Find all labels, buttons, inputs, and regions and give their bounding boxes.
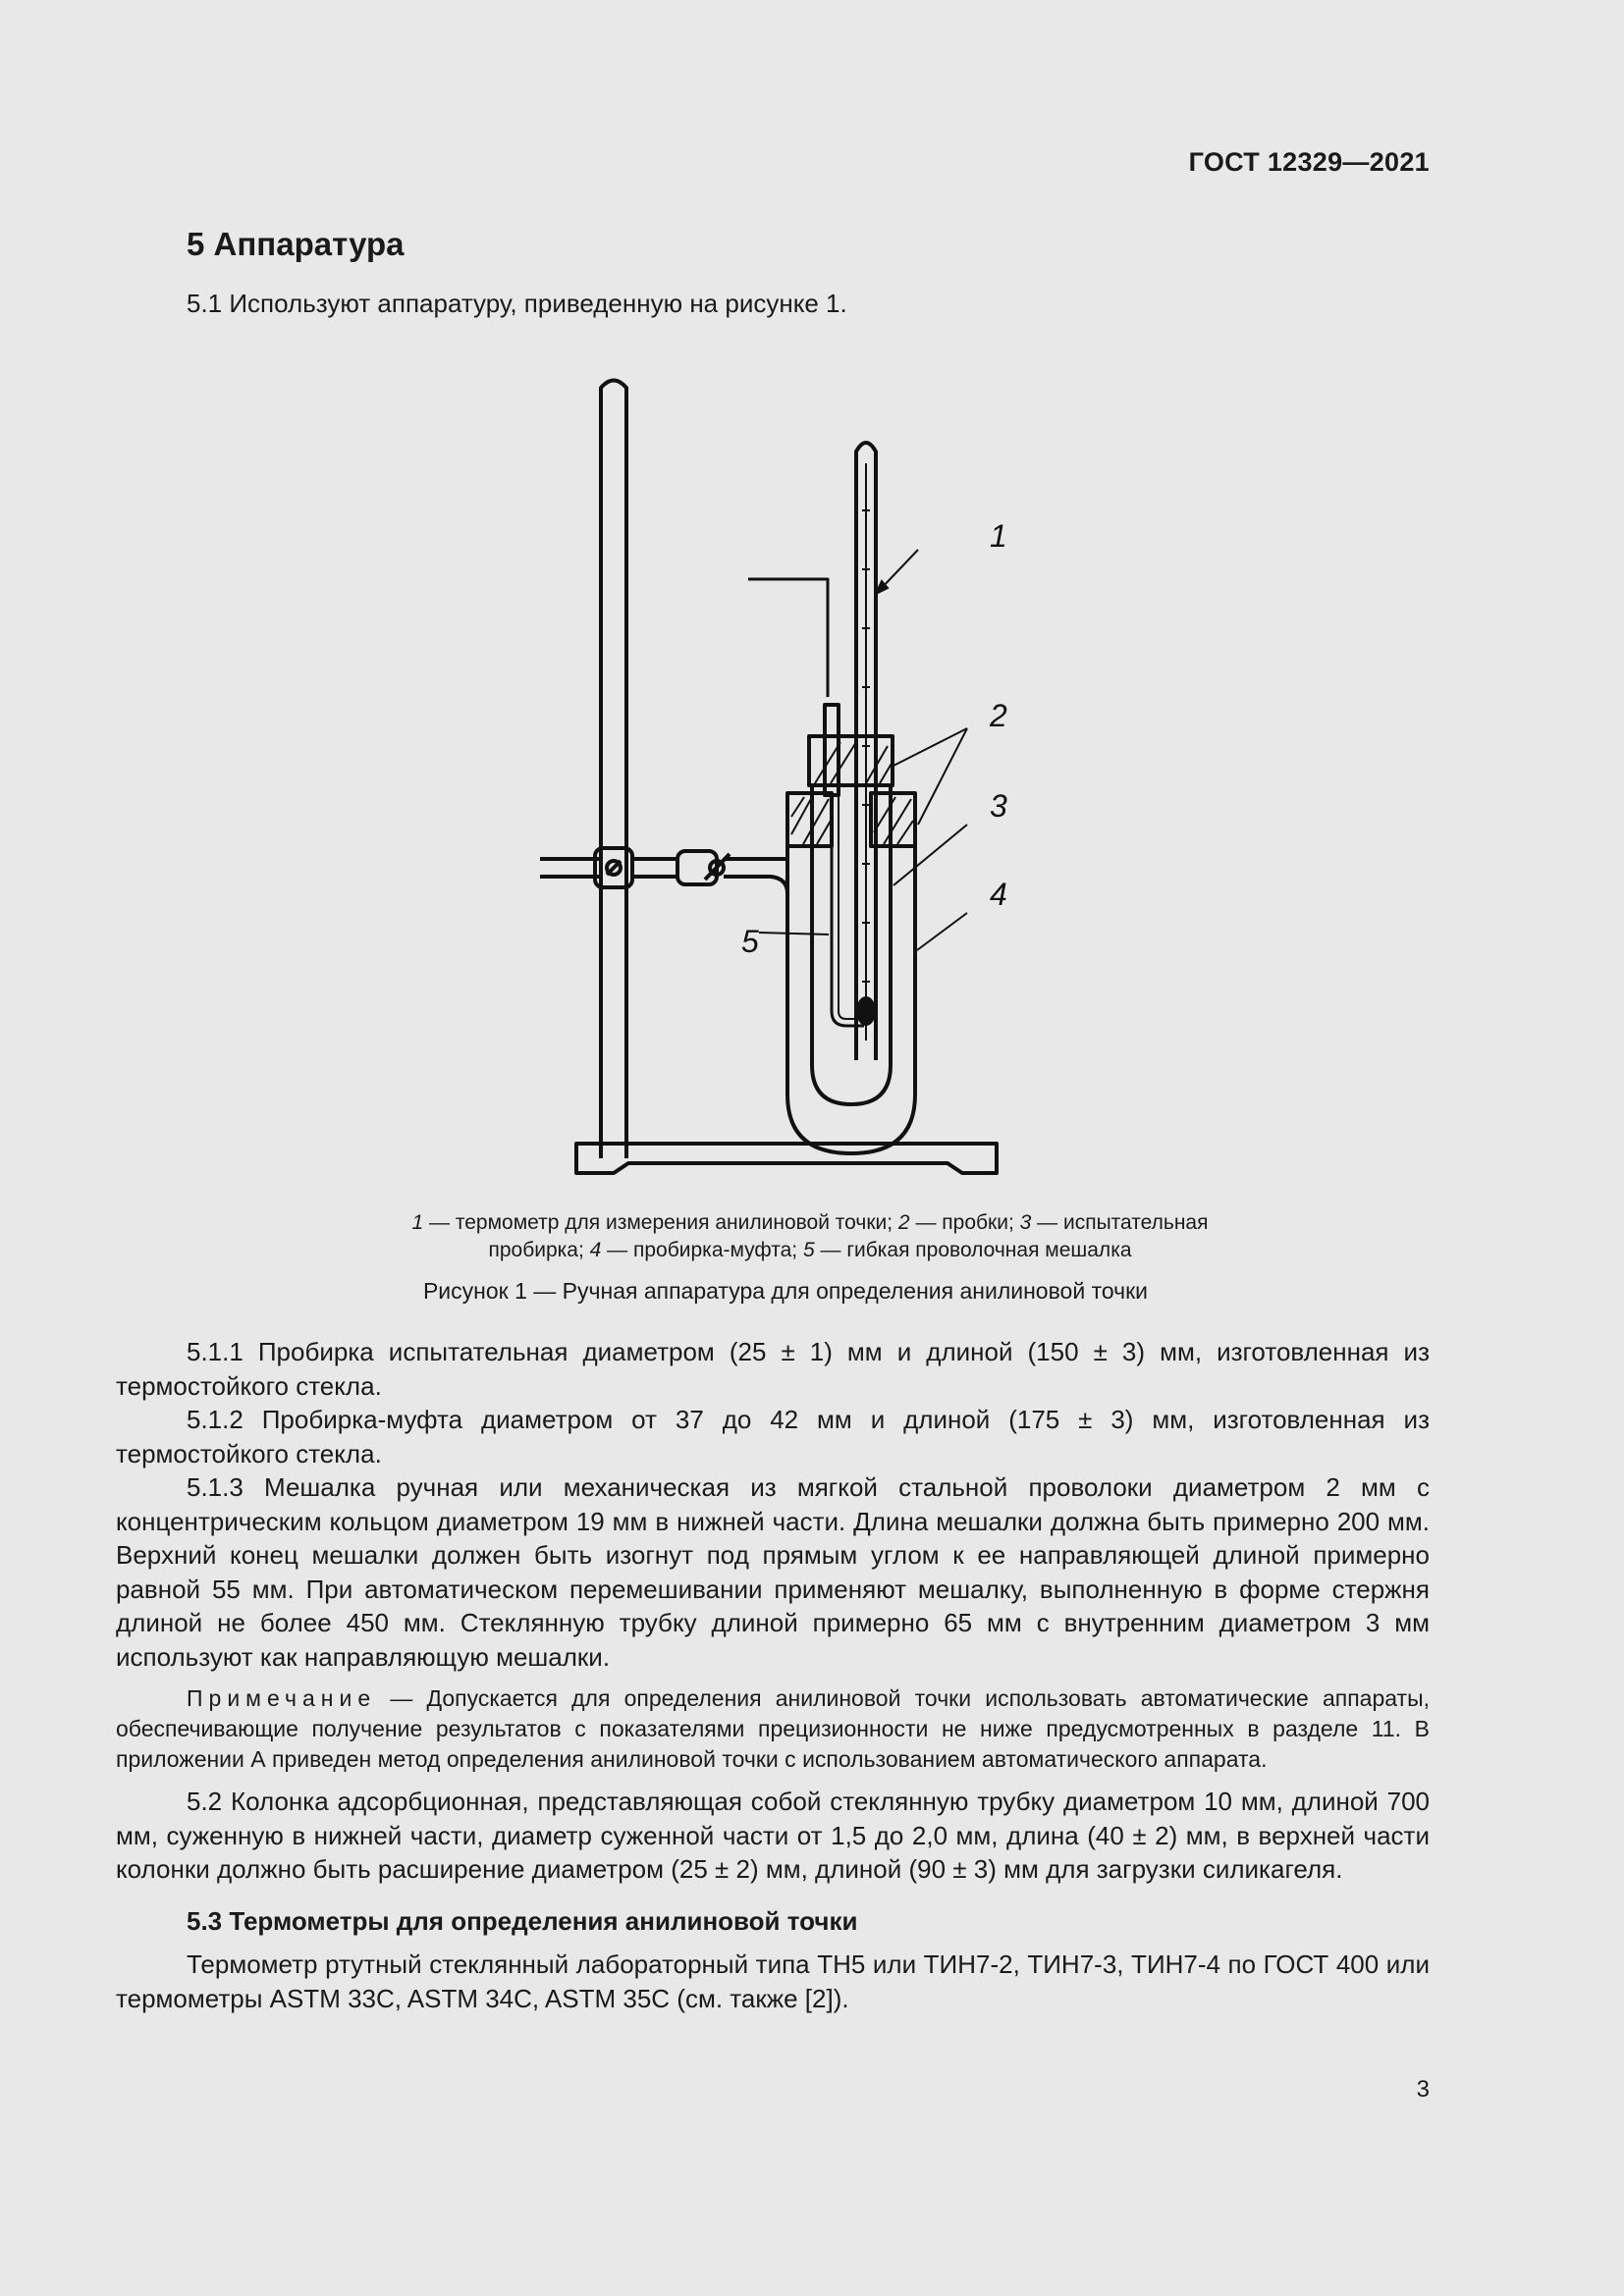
stirrer-wire [748, 579, 828, 697]
intro-paragraph: 5.1 Используют аппаратуру, приведенную на рисунке 1. [187, 289, 847, 318]
jacket-tube [787, 846, 915, 1153]
section-title: 5 Аппаратура [187, 226, 405, 262]
figure-caption: Рисунок 1 — Ручная аппаратура для определения анилиновой точки [422, 1278, 1149, 1304]
apparatus-figure [530, 373, 1021, 1178]
callout-5: 5 [741, 924, 759, 959]
body-text [116, 1335, 1430, 2015]
note: Примечание — Допускается для определения анилиновой точки использовать автоматические аппараты, обеспечивающие получение результатов с показателями прецизионности не ниже предусмотренных в разделе 11. В приложении А приведен метод определения анилиновой точки с использованием автоматического аппарата. [116, 1685, 1430, 1772]
paragraph-5-1-1: 5.1.1 Пробирка испытательная диаметром (25 ± 1) мм и длиной (150 ± 3) мм, изготовленная из термостойкого стекла. [116, 1337, 1430, 1401]
legend-line-1: 1 — термометр для измерения анилиновой точки; 2 — пробки; 3 — испытательная [411, 1211, 1209, 1234]
figure-legend [275, 1209, 1345, 1265]
standard-code-header: ГОСТ 12329—2021 [1188, 147, 1430, 177]
page-number: 3 [1416, 2076, 1430, 2103]
callout-1: 1 [990, 518, 1007, 554]
paragraph-5-3: Термометр ртутный стеклянный лабораторный типа ТН5 или ТИН7-2, ТИН7-3, ТИН7-4 по ГОСТ 400 или термометры ASTM 33C, ASTM 34C, ASTM 35C (см. также [2]). [116, 1949, 1430, 2013]
paragraph-5-1-2: 5.1.2 Пробирка-муфта диаметром от 37 до 42 мм и длиной (175 ± 3) мм, изготовленная из термостойкого стекла. [116, 1405, 1430, 1468]
stand-rod [601, 381, 626, 1159]
callout-2: 2 [990, 698, 1007, 733]
paragraph-5-2: 5.2 Колонка адсорбционная, представляющая собой стеклянную трубку диаметром 10 мм, длиной 700 мм, суженную в нижней части, диаметр суженной части от 1,5 до 2,0 мм, длина (40 ± 2) мм, в верхней части колонки должно быть расширение диаметром (25 ± 2) мм, длиной (90 ± 3) мм для загрузки силикагеля. [116, 1787, 1430, 1884]
subheading-5-3: 5.3 Термометры для определения анилиновой точки [187, 1905, 858, 1936]
callout-3: 3 [990, 788, 1007, 824]
thermometer-bulb [856, 996, 876, 1026]
legend-line-2: пробирка; 4 — пробирка-муфта; 5 — гибкая проволочная мешалка [488, 1239, 1132, 1262]
callout-4: 4 [990, 877, 1007, 912]
stand-base [576, 1144, 997, 1173]
paragraph-5-1-3: 5.1.3 Мешалка ручная или механическая из мягкой стальной проволоки диаметром 2 мм с концентрическим кольцом диаметром 19 мм в нижней части. Длина мешалки должна быть примерно 200 мм. Верхний конец мешалки должен быть изогнут под прямым углом к ее направляющей длиной примерно равной 55 мм. При автоматическом перемешивании применяют мешалку, выполненную в форме стержня длиной не более 450 мм. Стеклянную трубку длиной примерно 65 мм с внутренним диаметром 3 мм используют как направляющую мешалки. [116, 1472, 1430, 1672]
